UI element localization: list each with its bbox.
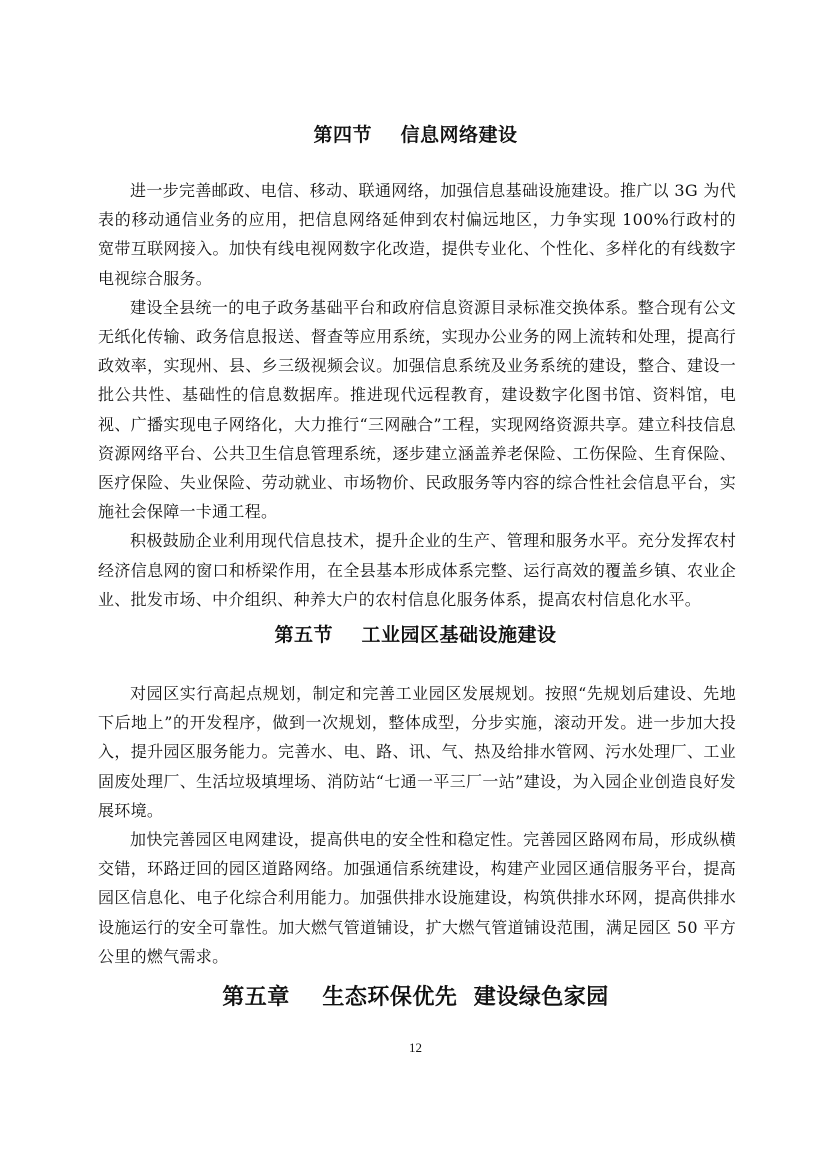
paragraph: 进一步完善邮政、电信、移动、联通网络，加强信息基础设施建设。推广以 3G 为代表的移动通信业务的应用，把信息网络延伸到农村偏远地区，力争实现 100%行政村的宽带互联网接入。加快有线电视网数字化改造，提供专业化、个性化、多样化的有线数字电视综合服务。 bbox=[98, 181, 736, 288]
section-5-body bbox=[98, 679, 736, 971]
paragraph: 对园区实行高起点规划，制定和完善工业园区发展规划。按照“先规划后建设、先地下后地上”的开发程序，做到一次规划，整体成型，分步实施，滚动开发。进一步加大投入，提升园区服务能力。完善水、电、路、讯、气、热及给排水管网、污水处理厂、工业固废处理厂、生活垃圾填埋场、消防站“七通一平三厂一站”建设，为入园企业创造良好发展环境。 bbox=[98, 684, 736, 820]
section-5-heading: 第五节 工业园区基础设施建设 bbox=[274, 624, 557, 646]
page-number: 12 bbox=[409, 1040, 422, 1055]
paragraph: 建设全县统一的电子政务基础平台和政府信息资源目录标准交换体系。整合现有公文无纸化传输、政务信息报送、督查等应用系统，实现办公业务的网上流转和处理，提高行政效率，实现州、县、乡三级视频会议。加强信息系统及业务系统的建设，整合、建设一批公共性、基础性的信息数据库。推进现代远程教育，建设数字化图书馆、资料馆，电视、广播实现电子网络化，大力推行“三网融合”工程，实现网络资源共享。建立科技信息资源网络平台、公共卫生信息管理系统，逐步建立涵盖养老保险、工伤保险、生育保险、医疗保险、失业保险、劳动就业、市场物价、民政服务等内容的综合性社会信息平台，实施社会保障一卡通工程。 bbox=[98, 297, 736, 522]
section-4-body bbox=[98, 176, 736, 614]
chapter-5-heading: 第五章 生态环保优先 建设绿色家园 bbox=[222, 985, 609, 1010]
paragraph: 加快完善园区电网建设，提高供电的安全性和稳定性。完善园区路网布局，形成纵横交错，环路迂回的园区道路网络。加强通信系统建设，构建产业园区通信服务平台，提高园区信息化、电子化综合利用能力。加强供排水设施建设，构筑供排水环网，提高供排水设施运行的安全可靠性。加大燃气管道铺设，扩大燃气管道铺设范围，满足园区 50 平方公里的燃气需求。 bbox=[98, 830, 736, 966]
section-4-heading: 第四节 信息网络建设 bbox=[313, 124, 518, 146]
paragraph: 积极鼓励企业利用现代信息技术，提升企业的生产、管理和服务水平。充分发挥农村经济信息网的窗口和桥梁作用，在全县基本形成体系完整、运行高效的覆盖乡镇、农业企业、批发市场、中介组织、种养大户的农村信息化服务体系，提高农村信息化水平。 bbox=[98, 531, 736, 609]
